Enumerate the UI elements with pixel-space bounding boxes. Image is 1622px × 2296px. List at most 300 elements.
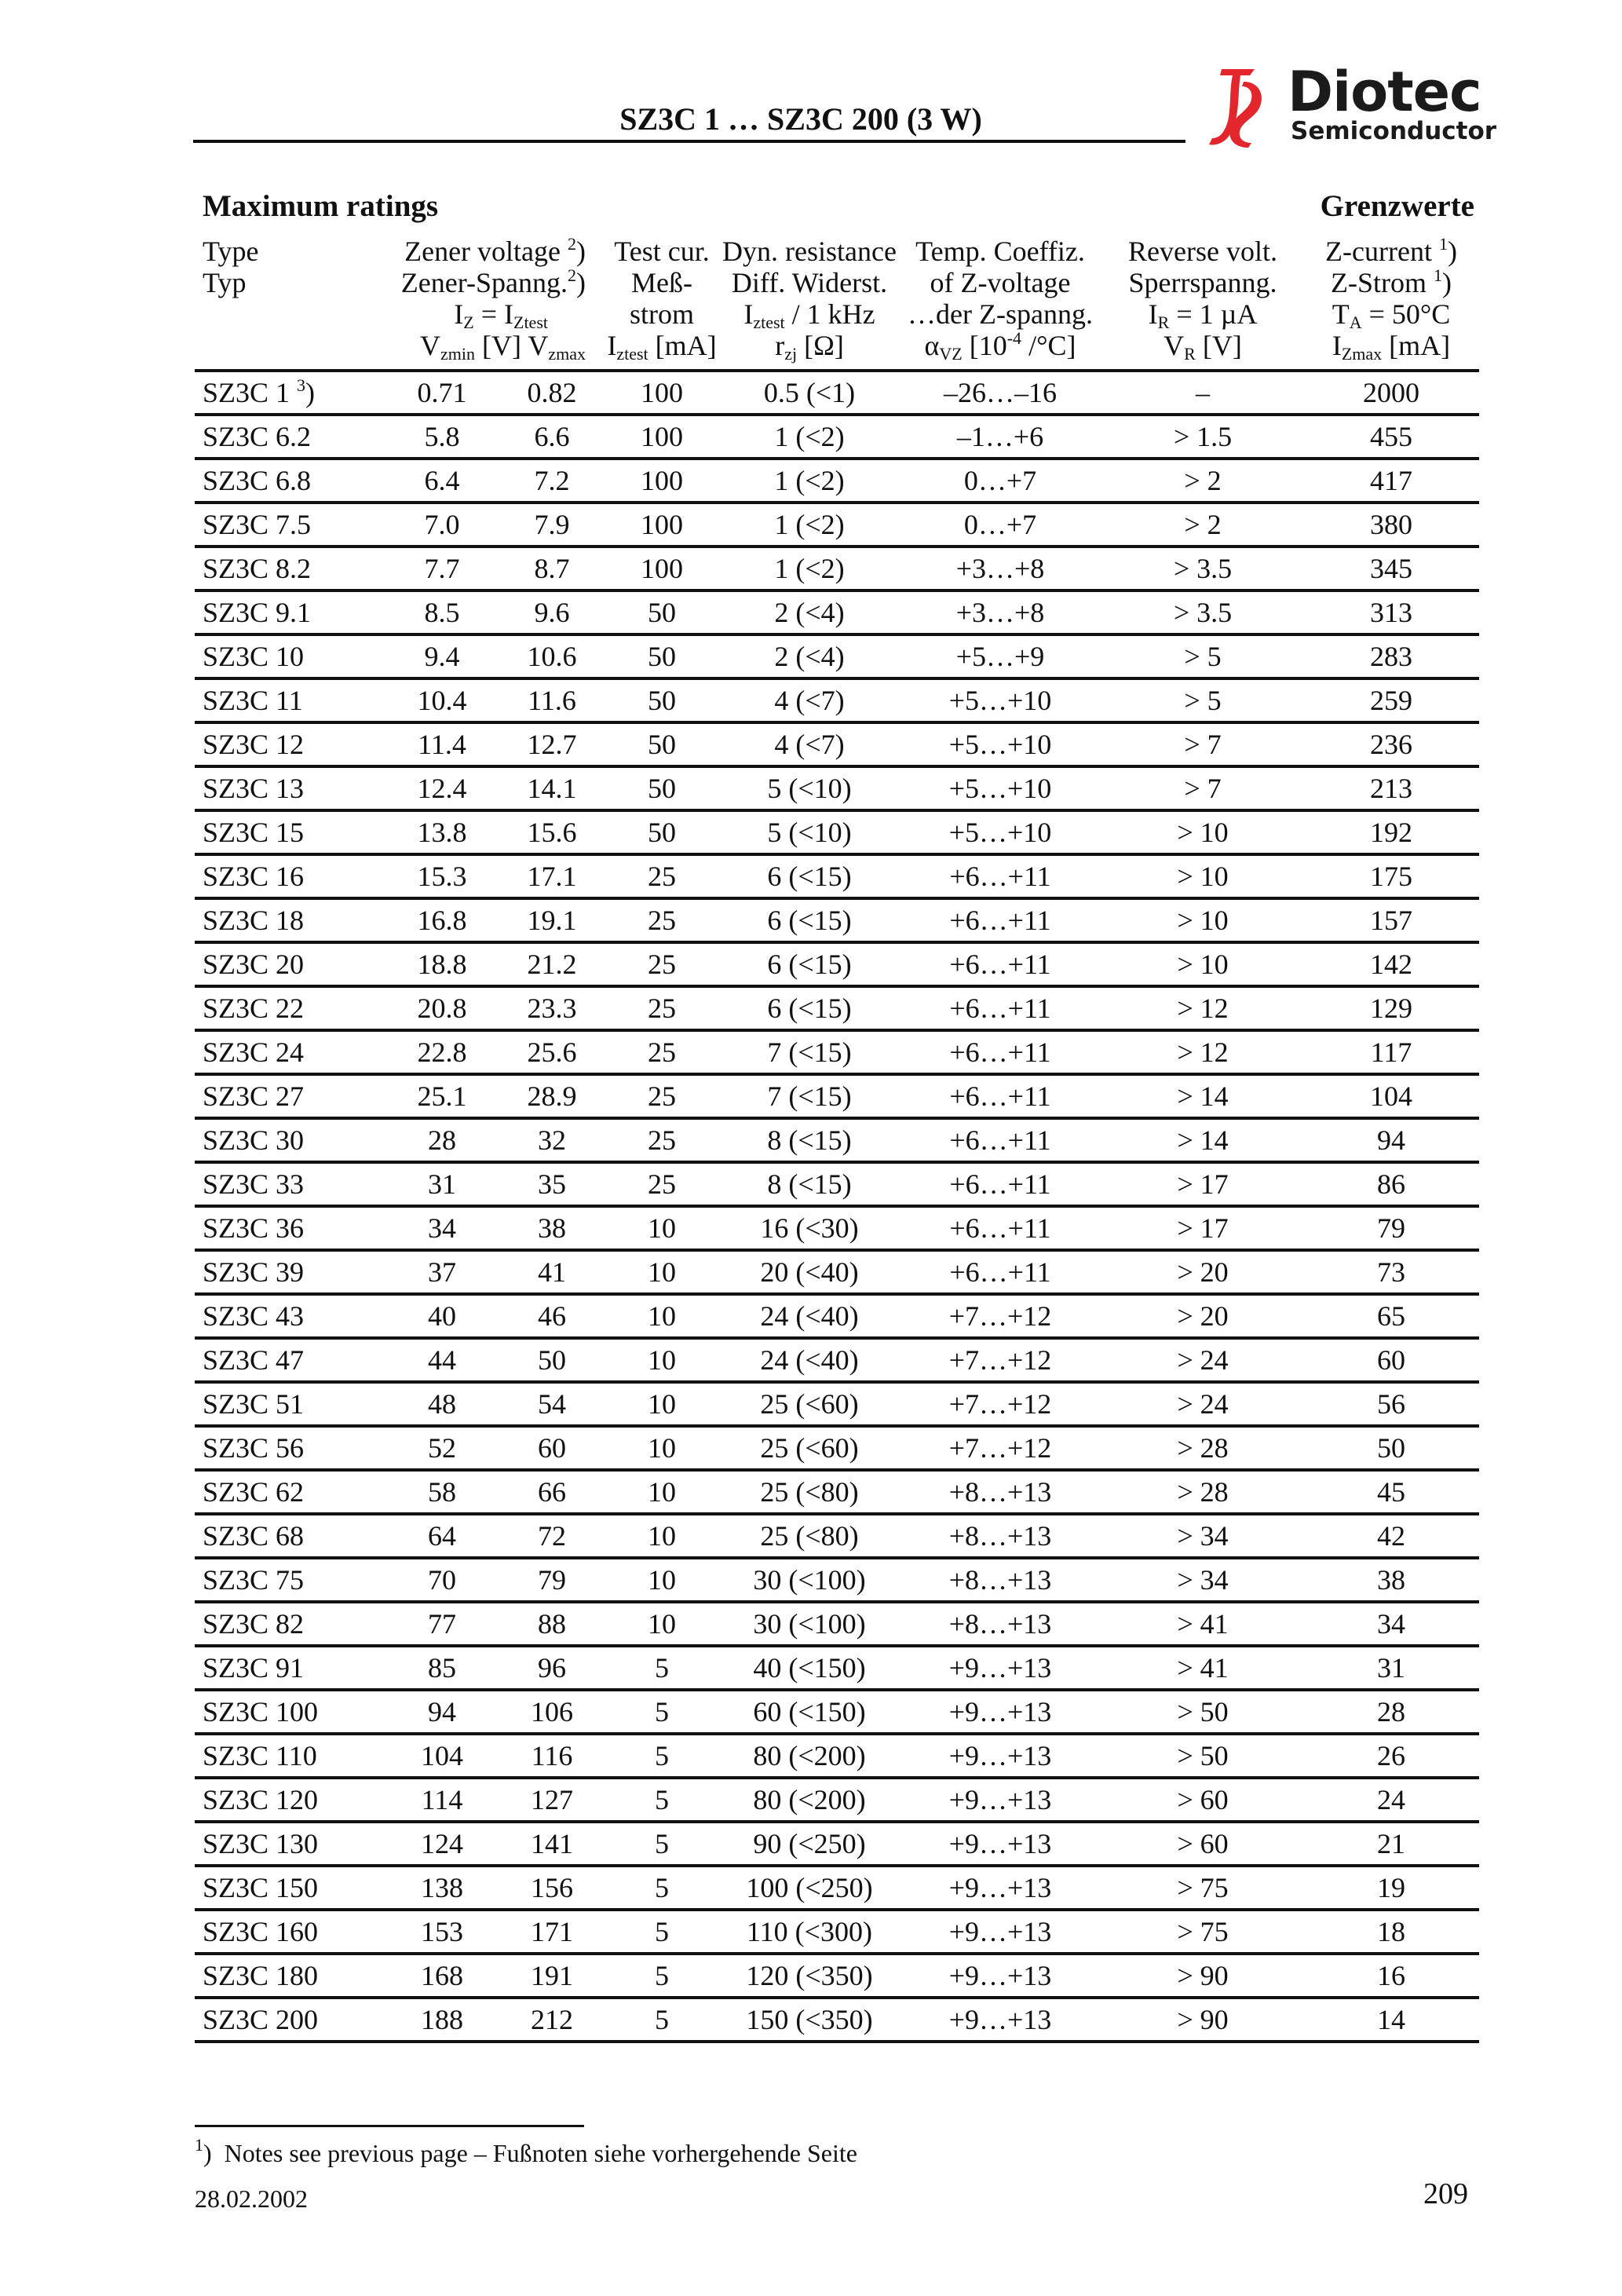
cell-tc: +9…+13 — [898, 1866, 1102, 1910]
cell-itest: 5 — [603, 1778, 721, 1822]
table-row — [195, 898, 1479, 942]
cell-vr: > 41 — [1102, 1646, 1303, 1690]
cell-izmax: 417 — [1303, 459, 1479, 503]
cell-tc: 0…+7 — [898, 503, 1102, 547]
cell-itest: 50 — [603, 766, 721, 810]
cell-vmin: 138 — [383, 1866, 501, 1910]
cell-tc: +6…+11 — [898, 854, 1102, 898]
table-row — [195, 1822, 1479, 1866]
cell-itest: 10 — [603, 1514, 721, 1558]
cell-tc: +7…+12 — [898, 1338, 1102, 1382]
cell-vr: > 2 — [1102, 459, 1303, 503]
cell-tc: +8…+13 — [898, 1470, 1102, 1514]
table-row — [195, 371, 1479, 415]
table-row — [195, 1426, 1479, 1470]
cell-vmin: 12.4 — [383, 766, 501, 810]
header-zener-voltage: Zener voltage $^2$) Zener-Spanng.$^2$) $I_Z = I_{Ztest}$ $V_{zmin}$ [V] $V_{zmax}$ — [383, 236, 603, 371]
cell-tc: +6…+11 — [898, 1162, 1102, 1206]
document-title: SZ3C 1 … SZ3C 200 (3 W) — [619, 101, 982, 137]
cell-rz: 100 (<250) — [721, 1866, 898, 1910]
cell-type: SZ3C 75 — [195, 1558, 383, 1602]
cell-tc: +9…+13 — [898, 1998, 1102, 2042]
cell-vmin: 7.0 — [383, 503, 501, 547]
cell-vr: > 28 — [1102, 1426, 1303, 1470]
section-title-de: Grenzwerte — [1320, 189, 1474, 223]
cell-itest: 25 — [603, 1074, 721, 1118]
cell-izmax: 56 — [1303, 1382, 1479, 1426]
cell-izmax: 455 — [1303, 415, 1479, 459]
cell-tc: +8…+13 — [898, 1558, 1102, 1602]
cell-type: SZ3C 200 — [195, 1998, 383, 2042]
cell-type: SZ3C 47 — [195, 1338, 383, 1382]
cell-vr: – — [1102, 371, 1303, 415]
cell-vr: > 20 — [1102, 1250, 1303, 1294]
cell-vmin: 13.8 — [383, 810, 501, 854]
cell-izmax: 60 — [1303, 1338, 1479, 1382]
cell-vmin: 37 — [383, 1250, 501, 1294]
cell-tc: +6…+11 — [898, 1206, 1102, 1250]
cell-vmin: 153 — [383, 1910, 501, 1954]
cell-izmax: 38 — [1303, 1558, 1479, 1602]
table-row — [195, 1690, 1479, 1734]
cell-itest: 100 — [603, 547, 721, 590]
cell-vmin: 104 — [383, 1734, 501, 1778]
cell-type: SZ3C 160 — [195, 1910, 383, 1954]
cell-type: SZ3C 13 — [195, 766, 383, 810]
cell-vmin: 7.7 — [383, 547, 501, 590]
cell-vmax: 0.82 — [501, 371, 603, 415]
cell-vmax: 19.1 — [501, 898, 603, 942]
cell-vmin: 168 — [383, 1954, 501, 1998]
cell-rz: 6 (<15) — [721, 986, 898, 1030]
cell-vmax: 60 — [501, 1426, 603, 1470]
cell-type: SZ3C 22 — [195, 986, 383, 1030]
cell-rz: 25 (<80) — [721, 1514, 898, 1558]
cell-tc: +5…+10 — [898, 766, 1102, 810]
table-row — [195, 547, 1479, 590]
cell-vmin: 16.8 — [383, 898, 501, 942]
cell-rz: 25 (<80) — [721, 1470, 898, 1514]
cell-type: SZ3C 24 — [195, 1030, 383, 1074]
page-number: 209 — [1423, 2177, 1468, 2210]
cell-vmax: 116 — [501, 1734, 603, 1778]
cell-tc: –26…–16 — [898, 371, 1102, 415]
cell-vr: > 14 — [1102, 1118, 1303, 1162]
cell-type: SZ3C 16 — [195, 854, 383, 898]
cell-izmax: 79 — [1303, 1206, 1479, 1250]
cell-izmax: 142 — [1303, 942, 1479, 986]
cell-rz: 24 (<40) — [721, 1338, 898, 1382]
cell-tc: +9…+13 — [898, 1822, 1102, 1866]
cell-rz: 5 (<10) — [721, 810, 898, 854]
cell-vmin: 15.3 — [383, 854, 501, 898]
cell-type: SZ3C 18 — [195, 898, 383, 942]
cell-vmax: 15.6 — [501, 810, 603, 854]
logo-name: Diotec — [1288, 60, 1481, 124]
cell-tc: +6…+11 — [898, 1030, 1102, 1074]
cell-izmax: 42 — [1303, 1514, 1479, 1558]
cell-vmin: 11.4 — [383, 722, 501, 766]
table-row — [195, 1866, 1479, 1910]
cell-vmin: 85 — [383, 1646, 501, 1690]
diotec-logo — [1206, 60, 1497, 149]
table-body — [195, 371, 1479, 2042]
cell-vr: > 90 — [1102, 1998, 1303, 2042]
cell-type: SZ3C 68 — [195, 1514, 383, 1558]
cell-vr: > 41 — [1102, 1602, 1303, 1646]
cell-itest: 50 — [603, 590, 721, 634]
cell-izmax: 24 — [1303, 1778, 1479, 1822]
cell-itest: 50 — [603, 678, 721, 722]
cell-rz: 120 (<350) — [721, 1954, 898, 1998]
cell-izmax: 14 — [1303, 1998, 1479, 2042]
table-header-row — [195, 236, 1479, 371]
table-row — [195, 1294, 1479, 1338]
cell-vmax: 7.9 — [501, 503, 603, 547]
cell-tc: +7…+12 — [898, 1426, 1102, 1470]
cell-vmax: 32 — [501, 1118, 603, 1162]
cell-vr: > 24 — [1102, 1338, 1303, 1382]
table-row — [195, 1910, 1479, 1954]
cell-type: SZ3C 150 — [195, 1866, 383, 1910]
cell-izmax: 345 — [1303, 547, 1479, 590]
cell-itest: 5 — [603, 1822, 721, 1866]
cell-vmax: 23.3 — [501, 986, 603, 1030]
cell-rz: 25 (<60) — [721, 1426, 898, 1470]
cell-vmin: 0.71 — [383, 371, 501, 415]
cell-vmax: 35 — [501, 1162, 603, 1206]
cell-itest: 10 — [603, 1250, 721, 1294]
header-temp-coeff: Temp. Coeffiz. of Z-voltage …der Z-spanng. $\alpha_{VZ}$ [$10^{-4}$ /°C] — [898, 236, 1102, 371]
table-row — [195, 1734, 1479, 1778]
header-test-current: Test cur. Meß- strom $I_{ztest}$ [mA] — [603, 236, 721, 371]
footnote: $^1$) Notes see previous page – Fußnoten siehe vorhergehende Seite — [195, 2135, 857, 2167]
cell-itest: 10 — [603, 1338, 721, 1382]
section-title-en: Maximum ratings — [203, 189, 439, 223]
cell-tc: +9…+13 — [898, 1778, 1102, 1822]
cell-izmax: 380 — [1303, 503, 1479, 547]
cell-vr: > 10 — [1102, 810, 1303, 854]
cell-vmin: 31 — [383, 1162, 501, 1206]
cell-rz: 80 (<200) — [721, 1778, 898, 1822]
cell-rz: 8 (<15) — [721, 1162, 898, 1206]
cell-vmin: 22.8 — [383, 1030, 501, 1074]
cell-vmin: 28 — [383, 1118, 501, 1162]
cell-vmax: 38 — [501, 1206, 603, 1250]
cell-vr: > 90 — [1102, 1954, 1303, 1998]
table-row — [195, 590, 1479, 634]
table-row — [195, 678, 1479, 722]
cell-itest: 25 — [603, 942, 721, 986]
cell-rz: 24 (<40) — [721, 1294, 898, 1338]
cell-type: SZ3C 15 — [195, 810, 383, 854]
cell-tc: +8…+13 — [898, 1514, 1102, 1558]
footer-date: 28.02.2002 — [195, 2184, 308, 2213]
table-row — [195, 1382, 1479, 1426]
cell-itest: 5 — [603, 1954, 721, 1998]
cell-itest: 25 — [603, 854, 721, 898]
cell-vmax: 25.6 — [501, 1030, 603, 1074]
cell-vr: > 12 — [1102, 1030, 1303, 1074]
cell-itest: 100 — [603, 415, 721, 459]
cell-vr: > 5 — [1102, 634, 1303, 678]
cell-itest: 5 — [603, 1646, 721, 1690]
cell-tc: +7…+12 — [898, 1294, 1102, 1338]
ratings-table — [195, 236, 1479, 2043]
table-row — [195, 1646, 1479, 1690]
cell-vr: > 60 — [1102, 1778, 1303, 1822]
cell-itest: 25 — [603, 898, 721, 942]
cell-itest: 5 — [603, 1866, 721, 1910]
cell-izmax: 157 — [1303, 898, 1479, 942]
cell-vr: > 7 — [1102, 722, 1303, 766]
cell-izmax: 192 — [1303, 810, 1479, 854]
cell-itest: 50 — [603, 722, 721, 766]
cell-izmax: 86 — [1303, 1162, 1479, 1206]
cell-tc: +3…+8 — [898, 590, 1102, 634]
cell-itest: 10 — [603, 1294, 721, 1338]
cell-type: SZ3C 120 — [195, 1778, 383, 1822]
cell-vr: > 28 — [1102, 1470, 1303, 1514]
cell-vmax: 12.7 — [501, 722, 603, 766]
cell-vr: > 3.5 — [1102, 547, 1303, 590]
table-row — [195, 1338, 1479, 1382]
cell-type: SZ3C 33 — [195, 1162, 383, 1206]
cell-izmax: 73 — [1303, 1250, 1479, 1294]
cell-tc: –1…+6 — [898, 415, 1102, 459]
cell-izmax: 31 — [1303, 1646, 1479, 1690]
cell-vmax: 10.6 — [501, 634, 603, 678]
cell-type: SZ3C 30 — [195, 1118, 383, 1162]
cell-itest: 25 — [603, 986, 721, 1030]
cell-vmax: 106 — [501, 1690, 603, 1734]
cell-vr: > 14 — [1102, 1074, 1303, 1118]
cell-rz: 8 (<15) — [721, 1118, 898, 1162]
table-row — [195, 810, 1479, 854]
cell-tc: +6…+11 — [898, 1074, 1102, 1118]
cell-vr: > 50 — [1102, 1734, 1303, 1778]
cell-vmax: 127 — [501, 1778, 603, 1822]
cell-izmax: 16 — [1303, 1954, 1479, 1998]
cell-vmin: 6.4 — [383, 459, 501, 503]
cell-rz: 6 (<15) — [721, 854, 898, 898]
cell-vmax: 17.1 — [501, 854, 603, 898]
cell-vr: > 60 — [1102, 1822, 1303, 1866]
cell-rz: 150 (<350) — [721, 1998, 898, 2042]
cell-izmax: 2000 — [1303, 371, 1479, 415]
cell-itest: 10 — [603, 1558, 721, 1602]
table-row — [195, 415, 1479, 459]
cell-vmin: 34 — [383, 1206, 501, 1250]
cell-type: SZ3C 11 — [195, 678, 383, 722]
table-row — [195, 942, 1479, 986]
cell-izmax: 34 — [1303, 1602, 1479, 1646]
cell-tc: +9…+13 — [898, 1646, 1102, 1690]
cell-izmax: 117 — [1303, 1030, 1479, 1074]
cell-vr: > 75 — [1102, 1866, 1303, 1910]
table-row — [195, 1030, 1479, 1074]
cell-type: SZ3C 82 — [195, 1602, 383, 1646]
cell-izmax: 19 — [1303, 1866, 1479, 1910]
cell-vr: > 17 — [1102, 1206, 1303, 1250]
cell-vr: > 34 — [1102, 1514, 1303, 1558]
cell-vmin: 77 — [383, 1602, 501, 1646]
cell-vmin: 9.4 — [383, 634, 501, 678]
cell-vmax: 50 — [501, 1338, 603, 1382]
cell-izmax: 129 — [1303, 986, 1479, 1030]
header-type: Type Typ — [195, 236, 383, 371]
cell-vmin: 70 — [383, 1558, 501, 1602]
cell-tc: +9…+13 — [898, 1734, 1102, 1778]
cell-itest: 5 — [603, 1734, 721, 1778]
cell-vmax: 46 — [501, 1294, 603, 1338]
header-rule — [193, 140, 1185, 143]
cell-vr: > 12 — [1102, 986, 1303, 1030]
table-row — [195, 1206, 1479, 1250]
cell-type: SZ3C 9.1 — [195, 590, 383, 634]
cell-vr: > 7 — [1102, 766, 1303, 810]
cell-vr: > 17 — [1102, 1162, 1303, 1206]
cell-tc: +9…+13 — [898, 1954, 1102, 1998]
footnote-rule — [195, 2125, 584, 2127]
table-row — [195, 766, 1479, 810]
table-row — [195, 1954, 1479, 1998]
cell-type: SZ3C 110 — [195, 1734, 383, 1778]
cell-tc: +5…+10 — [898, 678, 1102, 722]
cell-type: SZ3C 10 — [195, 634, 383, 678]
cell-type: SZ3C 6.8 — [195, 459, 383, 503]
header-reverse-voltage: Reverse volt. Sperrspanng. $I_R = 1$ µA $V_R$ [V] — [1102, 236, 1303, 371]
cell-type: SZ3C 56 — [195, 1426, 383, 1470]
cell-izmax: 65 — [1303, 1294, 1479, 1338]
cell-vmax: 28.9 — [501, 1074, 603, 1118]
cell-vmin: 40 — [383, 1294, 501, 1338]
table-row — [195, 634, 1479, 678]
table-row — [195, 1558, 1479, 1602]
cell-vr: > 1.5 — [1102, 415, 1303, 459]
cell-rz: 5 (<10) — [721, 766, 898, 810]
cell-vmax: 88 — [501, 1602, 603, 1646]
cell-type: SZ3C 36 — [195, 1206, 383, 1250]
cell-rz: 40 (<150) — [721, 1646, 898, 1690]
cell-vmax: 96 — [501, 1646, 603, 1690]
cell-tc: 0…+7 — [898, 459, 1102, 503]
table-row — [195, 1602, 1479, 1646]
cell-itest: 10 — [603, 1470, 721, 1514]
cell-tc: +6…+11 — [898, 1118, 1102, 1162]
table-row — [195, 854, 1479, 898]
diotec-logo-icon — [1206, 63, 1270, 149]
cell-type: SZ3C 27 — [195, 1074, 383, 1118]
cell-rz: 30 (<100) — [721, 1602, 898, 1646]
cell-type: SZ3C 20 — [195, 942, 383, 986]
cell-rz: 4 (<7) — [721, 722, 898, 766]
cell-vr: > 34 — [1102, 1558, 1303, 1602]
cell-tc: +3…+8 — [898, 547, 1102, 590]
cell-rz: 1 (<2) — [721, 547, 898, 590]
cell-vmax: 8.7 — [501, 547, 603, 590]
cell-vmin: 114 — [383, 1778, 501, 1822]
header-z-current: Z-current $^1$) Z-Strom $^1$) $T_A = 50^\circ C$ $I_{Zmax}$ [mA] — [1303, 236, 1479, 371]
cell-itest: 50 — [603, 810, 721, 854]
cell-tc: +9…+13 — [898, 1910, 1102, 1954]
cell-izmax: 21 — [1303, 1822, 1479, 1866]
cell-vr: > 75 — [1102, 1910, 1303, 1954]
cell-izmax: 94 — [1303, 1118, 1479, 1162]
cell-vmax: 171 — [501, 1910, 603, 1954]
cell-type: SZ3C 7.5 — [195, 503, 383, 547]
header-dyn-resistance: Dyn. resistance Diff. Widerst. $I_{ztest} / 1$ kHz $r_{zj}$ [Ω] — [721, 236, 898, 371]
cell-vr: > 20 — [1102, 1294, 1303, 1338]
cell-rz: 6 (<15) — [721, 942, 898, 986]
table-row — [195, 1778, 1479, 1822]
cell-rz: 16 (<30) — [721, 1206, 898, 1250]
cell-vmax: 212 — [501, 1998, 603, 2042]
cell-vmin: 64 — [383, 1514, 501, 1558]
cell-rz: 1 (<2) — [721, 415, 898, 459]
cell-vmax: 41 — [501, 1250, 603, 1294]
cell-rz: 110 (<300) — [721, 1910, 898, 1954]
cell-itest: 5 — [603, 1998, 721, 2042]
cell-type: SZ3C 43 — [195, 1294, 383, 1338]
cell-rz: 20 (<40) — [721, 1250, 898, 1294]
cell-itest: 100 — [603, 371, 721, 415]
cell-rz: 30 (<100) — [721, 1558, 898, 1602]
cell-rz: 25 (<60) — [721, 1382, 898, 1426]
cell-vmax: 72 — [501, 1514, 603, 1558]
cell-vmin: 58 — [383, 1470, 501, 1514]
table-row — [195, 1162, 1479, 1206]
cell-itest: 25 — [603, 1162, 721, 1206]
cell-vmin: 25.1 — [383, 1074, 501, 1118]
cell-izmax: 259 — [1303, 678, 1479, 722]
cell-izmax: 28 — [1303, 1690, 1479, 1734]
cell-itest: 5 — [603, 1910, 721, 1954]
cell-izmax: 175 — [1303, 854, 1479, 898]
cell-rz: 2 (<4) — [721, 634, 898, 678]
cell-tc: +6…+11 — [898, 986, 1102, 1030]
cell-rz: 4 (<7) — [721, 678, 898, 722]
cell-vmax: 66 — [501, 1470, 603, 1514]
cell-vr: > 50 — [1102, 1690, 1303, 1734]
cell-izmax: 283 — [1303, 634, 1479, 678]
cell-type: SZ3C 8.2 — [195, 547, 383, 590]
table-row — [195, 1250, 1479, 1294]
cell-type: SZ3C 130 — [195, 1822, 383, 1866]
cell-vmax: 7.2 — [501, 459, 603, 503]
cell-type: SZ3C 62 — [195, 1470, 383, 1514]
cell-tc: +6…+11 — [898, 898, 1102, 942]
cell-vmin: 20.8 — [383, 986, 501, 1030]
cell-vmax: 79 — [501, 1558, 603, 1602]
table-row — [195, 1470, 1479, 1514]
cell-izmax: 236 — [1303, 722, 1479, 766]
cell-tc: +5…+10 — [898, 810, 1102, 854]
cell-rz: 80 (<200) — [721, 1734, 898, 1778]
cell-tc: +7…+12 — [898, 1382, 1102, 1426]
table-row — [195, 1118, 1479, 1162]
cell-rz: 0.5 (<1) — [721, 371, 898, 415]
cell-vr: > 10 — [1102, 854, 1303, 898]
cell-itest: 25 — [603, 1118, 721, 1162]
cell-type: SZ3C 6.2 — [195, 415, 383, 459]
cell-vr: > 10 — [1102, 898, 1303, 942]
cell-itest: 100 — [603, 459, 721, 503]
cell-type: SZ3C 1 $^3$) — [195, 371, 383, 415]
cell-type: SZ3C 180 — [195, 1954, 383, 1998]
cell-vmin: 124 — [383, 1822, 501, 1866]
cell-vmax: 14.1 — [501, 766, 603, 810]
